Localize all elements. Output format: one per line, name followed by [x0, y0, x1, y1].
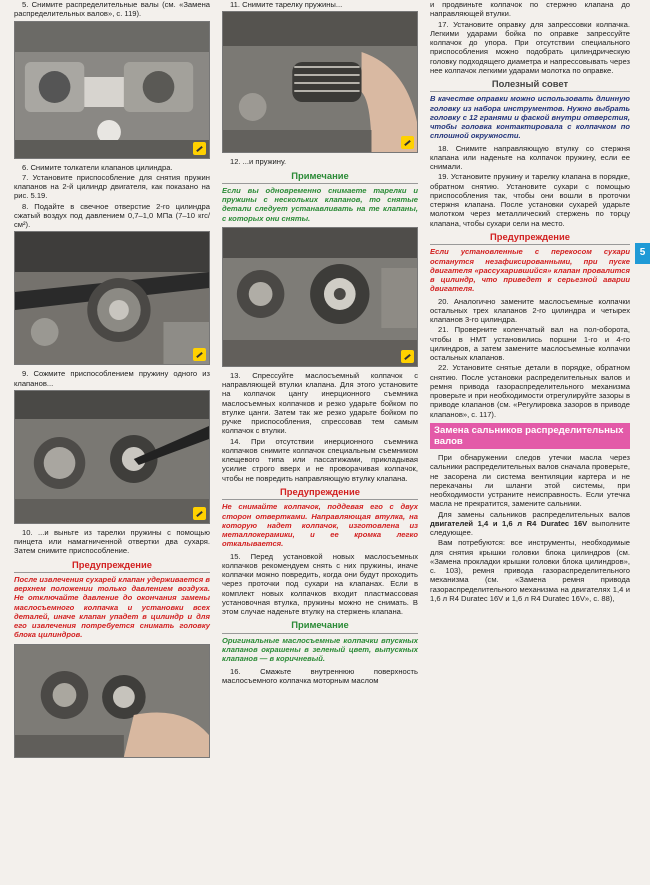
warning-text-1: После извлечения сухарей клапан удерживается в верхнем положении только давлением воздуха. Не отключайте давление до окончания замены маслосъемного колпачка и установки всех деталей, иначе клапан упадет в цилиндр и для его извлечения потребуется снимать головку блока цилиндров. [14, 574, 210, 640]
divider [222, 633, 418, 634]
note-text-2: Оригинальные маслосъемные колпачки впускных клапанов окрашены в зеленый цвет, выпускных клапанов — в коричневый. [222, 635, 418, 664]
camera-icon [193, 507, 206, 520]
warning-text-2: Не снимайте колпачок, поддевая его с двух сторон отвертками. Направляющая втулка, на которую надет колпачок, изготовлена из металлокерамики, и ее кромка легко откалывается. [222, 502, 418, 549]
step-14: 14. При отсутствии инерционного съемника колпачков снимите колпачок специальным съемником клещевого типа или пассатижами, прикладывая усилие строго вверх и не проворачивая колпачок, чтобы не повредить направляющую втулку клапана. [222, 436, 418, 483]
step-20: 20. Аналогично замените маслосъемные колпачки остальных трех клапанов 2-го цилиндра и четырех клапанов 3-го цилиндра. [430, 296, 630, 325]
step-16: 16. Смажьте внутреннюю поверхность маслосъемного колпачка моторным маслом [222, 666, 418, 685]
warning-text-3: Если установленные с перекосом сухари останутся незафиксированными, при пуске двигателя «рассухарившийся» клапан провалится в цилиндр, что приведет к серьезной аварии двигателя. [430, 247, 630, 294]
step-9: 9. Сожмите приспособлением пружину одного из клапанов... [14, 369, 210, 388]
engine-spec: двигателей 1,4 и 1,6 л R4 Duratec 16V [430, 518, 588, 528]
note-text-1: Если вы одновременно снимаете тарелки и пружины с нескольких клапанов, то снятые детали следует устанавливать на те клапаны, с которых они сняты. [222, 185, 418, 223]
step-12: 12. ...и пружину. [230, 157, 287, 167]
para-2-end: выполните следующее. [430, 518, 630, 537]
step-17: 17. Установите оправку для запрессовки колпачка. Легкими ударами бойка по оправке запрессуйте колпачок до упора. При отсутствии специального приспособления можно подобрать цилиндрическую головку подходящего диаметра и напрессовывать через нее колпачок легкими ударами молотка по оправке. [430, 19, 630, 75]
step-16-continued: и продвиньте колпачок по стержню клапана до направляющей втулки. [430, 0, 630, 19]
step-7: 7. Установите приспособление для снятия пружин клапанов на 2-й цилиндр двигателя, как показано на рис. 5.19. [14, 172, 210, 201]
column-2 [222, 0, 418, 686]
photo-spring-tool [14, 231, 210, 365]
step-22: 22. Установите снятые детали в порядке, обратном снятию. После установки распределительных валов и ремня привода газораспределительного механизма проверьте и при необходимости отрегулируйте зазоры в приводе клапанов (см. «Регулировка зазоров в приводе клапанов», с. 117). [430, 363, 630, 419]
photo-valve-seal [222, 227, 418, 367]
warning-title-2: Предупреждение [280, 485, 360, 497]
divider [222, 183, 418, 184]
camera-icon [401, 350, 414, 363]
step-6: 6. Снимите толкатели клапанов цилиндра. [22, 162, 173, 172]
divider [222, 499, 418, 500]
note-title-1: Примечание [291, 169, 349, 181]
chapter-tab: 5 [635, 243, 650, 264]
step-8: 8. Подайте в свечное отверстие 2-го цилиндра сжатый воздух под давлением 0,7–1,0 МПа (7–10 кгс/см²). [14, 201, 210, 229]
step-10: 10. ...и выньте из тарелки пружины с помощью пинцета или намагниченной отвертки два сухаря. Затем снимите приспособление. [14, 527, 210, 556]
warning-title-3: Предупреждение [490, 230, 570, 242]
tip-text: В качестве оправки можно использовать длинную головку из набора инструментов. Нужно выбрать головку с 12 гранями и фаской внутри отверстия, чтобы головка контактировала с колпачком по сплошной окружности. [430, 94, 630, 141]
camera-icon [193, 348, 206, 361]
para-2-start: Для замены сальников распределительных валов [438, 509, 630, 519]
column-1 [14, 0, 210, 762]
photo-spring-plate [222, 11, 418, 153]
divider [430, 91, 630, 92]
camera-icon [401, 136, 414, 149]
column-3 [430, 0, 630, 604]
step-19: 19. Установите пружину и тарелку клапана в порядке, обратном снятию. Установите сухари с помощью приспособления так, чтобы они вошли в проточки стержня клапана. После установки сухарей ударьте молотком через металлический стержень по торцу клапана, чтобы сухари сели на место. [430, 172, 630, 228]
divider [430, 244, 630, 245]
step-11: 11. Снимите тарелку пружины... [230, 0, 343, 9]
tip-title: Полезный совет [491, 78, 569, 89]
section-para-1: При обнаружении следов утечки масла через сальники распределительных валов сначала проверьте, не засорена ли система вентиляции картера и не перекачаны ли шланги этой системы, при необходимости устраните неисправность. Если утечка масла не прекратится, замените сальники. [430, 453, 630, 509]
photo-hand-spring [14, 644, 210, 758]
camera-icon [193, 142, 206, 155]
step-15: 15. Перед установкой новых маслосъемных колпачков рекомендуем снять с них пружины, иначе колпачки можно повредить, когда они будут проходить через проточки под сухари на клапанах. Если в комплект новых колпачков входит пластмассовая установочная втулка, пружины можно не снимать. В этом случае наденьте втулку на стержень клапана. [222, 551, 418, 617]
step-5: 5. Снимите распределительные валы (см. «Замена распределительных валов», с. 119). [14, 0, 210, 19]
note-title-2: Примечание [291, 619, 349, 631]
section-title: Замена сальников распределительных валов [430, 423, 630, 449]
photo-tweezers [14, 390, 210, 524]
warning-title-1: Предупреждение [72, 558, 152, 570]
section-para-2 [430, 510, 630, 538]
divider [14, 572, 210, 573]
step-21: 21. Проверните коленчатый вал на пол-оборота, чтобы в НМТ установились поршни 1-го и 4-го цилиндров, а затем замените маслосъемные колпачки остальных клапанов. [430, 325, 630, 363]
photo-camshaft-removed [14, 21, 210, 159]
step-18: 18. Снимите направляющую втулку со стержня клапана или наденьте на колпачок пружину, если ее снимали. [430, 143, 630, 172]
step-13: 13. Спрессуйте маслосъемный колпачок с направляющей втулки клапана. Для этого установите на колпачок цангу инерционного съемника маслосъемных колпачков и резко ударьте бойком по втулке цанги. Затем так же резко ударьте бойком по ручке приспособления, спрессовав тем самым колпачок с втулки. [222, 370, 418, 436]
section-para-3: Вам потребуются: все инструменты, необходимые для снятия крышки головки блока цилиндров (см. «Замена прокладки крышки головки блока цилиндров», с. 103), ремня привода газораспределительного механизма (см. «Замена ремня привода газораспределительного механизма на двигателях 1,4 и 1,6 л R4 Duratec 16V и 1,6 л R4 Duratec 16V», с. 88), [430, 538, 630, 603]
